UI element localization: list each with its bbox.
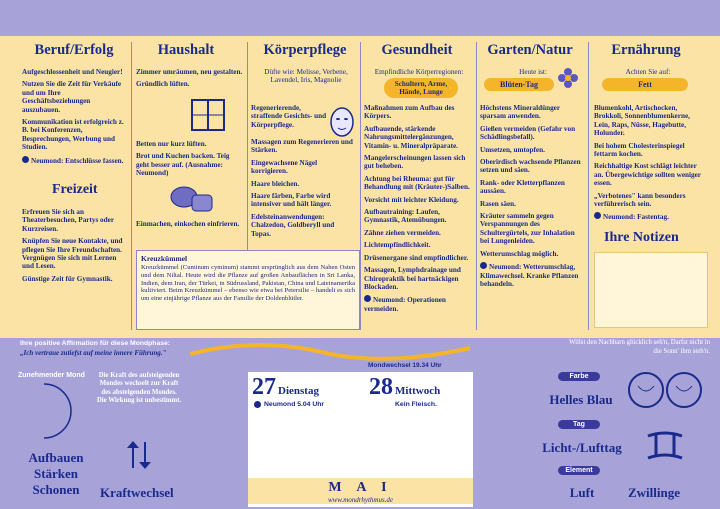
ernaehrung-text: Blumenkohl, Artischocken, Brokkoli, Sonnenblumenkerne, Lein, Raps, Nüsse, Hagebutte, Holunder. [594,104,690,138]
gemini-twins-icon [626,366,704,462]
ernaehrung-neumond-text: Neumond: Fastentag. [603,213,669,222]
neumond-dot-icon [364,295,371,302]
header-haushalt: Haushalt [157,42,215,58]
gesundheit-text: Achtung bei Rheuma: gut für Behandlung mit (Kräuter-)Salben. [364,174,470,192]
garten-column [480,104,584,292]
garten-neumond-text: Neumond: Wetterumschlag, Klimawechsel. Kranke Pflanzen behandeln. [480,263,579,288]
haushalt-column-2 [136,140,244,182]
notes-area[interactable] [594,252,708,328]
ernaehrung-text: Bei hohem Cholesterinspiegel fettarm kochen. [594,141,685,159]
aufbauen-label: Aufbauen [28,450,84,465]
koerper-column [251,104,331,133]
month-name: M A I [328,480,393,495]
gesundheit-text: Massagen, Lymphdrainage und Chiropraktik bei hartnäckigen Blockaden. [364,266,461,291]
mondwechsel-label: Mondwechsel 19.34 Uhr [368,362,442,369]
up-down-arrows-icon [124,440,154,470]
gesundheit-text: Mangelerscheinungen lassen sich gut beheben. [364,154,466,171]
gesundheit-text: Aufbautraining: Laufen, Gymnastik, Atemübungen. [364,208,447,225]
window-icon [190,98,226,132]
achten-pill: Fett [602,78,688,91]
gesundheit-text: Vorsicht mit leichter Kleidung. [364,195,459,204]
haushalt-text: Einmachen, einkochen einfrieren. [136,220,240,228]
divider [476,42,477,330]
kraft-text: Die Kraft des aufsteigenden Mondes wechselt zur Kraft des absteigenden Mondes. Die Wirkung ist unbestimmt. [96,372,182,405]
freizeit-text: Günstige Zeit für Gymnastik. [22,274,113,283]
freizeit-title: Freizeit [52,182,98,197]
gesundheit-text: Maßnahmen zum Aufbau des Körpers. [364,104,455,121]
bread-icon [168,183,216,215]
garten-text: Rank- oder Kletterpflanzen aussäen. [480,178,565,196]
neumond-dot-icon [594,212,601,219]
quote-text: Willst den Nachbarn glücklich seh'n, Darfst nicht in die Sonn' ihm steh'n. [568,339,710,355]
element-label: Element [558,466,600,475]
garten-text: Wetterumschlag möglich. [480,249,559,258]
haushalt-text: Betten nur kurz lüften. [136,140,207,148]
koerper-text: Regenerierende, straffende Gesichts- und Körperpflege. [251,104,327,129]
farbe-label: Farbe [558,372,600,381]
koerper-text: Haare bleichen. [251,179,300,188]
beruf-column [22,68,126,169]
ernaehrung-text: Reichhaltige Kost schlägt leichter an. Übergewichtige sollten weniger essen. [594,162,701,188]
tag-label: Tag [558,420,600,429]
ernaehrung-text: „Verbotenes" kann besonders verführerisch sein. [594,191,686,209]
header-beruf: Beruf/Erfolg [34,42,114,58]
day-name: Dienstag [278,385,319,397]
garten-neumond [480,262,584,288]
affirmation-text: „Ich vertraue zutiefst auf meine innere Führung." [20,349,167,357]
haushalt-text: Zimmer umräumen, neu gestalten. [136,68,243,76]
header-gesundheit: Gesundheit [381,42,453,58]
koerper-text: Massagen zum Regenerieren und Stärken. [251,138,353,155]
gesundheit-text: Drüsenorgane sind empfindlicher. [364,253,469,262]
neumond-dot-icon [254,401,261,408]
crescent-moon-icon [32,382,72,440]
beruf-neumond-text: Neumond: Entschlüsse fassen. [31,156,124,165]
beruf-text: Kommunikation ist erfolgreich z. B. bei Konferenzen, Besprechungen, Werbung und Studien. [22,118,124,152]
day-note: Neumond 5.04 Uhr [264,401,325,408]
haushalt-text: Brot und Kuchen backen. Teig geht besser auf. (Ausnahme: Neumond) [136,152,230,178]
kraftwechsel-label: Kraftwechsel [100,485,174,500]
moon-actions [20,450,92,498]
day-name: Mittwoch [395,385,441,397]
farbe-value: Helles Blau [549,392,613,407]
garten-text: Kräuter sammeln gegen Verspannungen des Schultergürtels, zur Inhalation bei Lungenleiden. [480,212,575,246]
ernaehrung-column [594,104,706,226]
day-number: 28 [369,374,393,400]
tag-value: Licht-/Lufttag [542,440,622,455]
divider [588,42,589,330]
freizeit-column [22,208,126,287]
heute-label: Heute ist: [519,68,547,76]
kreuzkuemmel-box [136,250,360,330]
divider [360,42,361,330]
freizeit-text: Erfreuen Sie sich an Theaterbesuchen, Partys oder Kurzreisen. [22,208,114,233]
gesundheit-text: Lichtempfindlichkeit. [364,241,431,250]
website-url[interactable]: www.mondrhythmus.de [327,496,394,504]
garten-text: Rasen säen. [480,199,516,208]
gesundheit-column [364,104,474,317]
zeichen-value: Zwillinge [628,485,681,500]
day-number: 27 [252,374,276,400]
garten-text: Oberirdisch wachsende Pflanzen setzen und säen. [480,158,581,175]
gesundheit-text: Aufbauende, stärkende Nahrungsmittelergänzungen, Vitamin- u. Mineralpräparate. [364,124,458,150]
haushalt-column [136,68,244,93]
kreuzkuemmel-text: Kreuzkümmel (Cuminum cyminum) stammt ursprünglich aus dem Nahen Osten und dem Niltal. Heute wird die Pflanze auf großen Anbauflächen in Sri Lanka, Indien, dem Iran, der Türkei, in Südrussland, Pakistan, China und Lateinamerika kultiviert. Beim Kreuzkümmel – ebenso wie etwa bei Petersilie – handelt es sich um eine einjährige Pflanze aus der Familie der Doldenblütler. [141,264,355,303]
day-note: Kein Fleisch. [395,401,437,408]
garten-text: Höchstens Mineraldünger sparsam anwenden. [480,104,560,121]
garten-text: Gießen vermeiden (Gefahr von Schädlingsbefall). [480,124,576,142]
header-koerperpflege: Körperpflege [263,42,347,58]
kreuzkuemmel-title: Kreuzkümmel [141,254,188,263]
affirmation-label: Ihre positive Affirmation für diese Mondphase: [20,340,171,347]
freizeit-text: Knüpfen Sie neue Kontakte, und pflegen Sie Ihre Freundschaften. Vergnügen Sie sich mit Lernen und Lesen. [22,237,123,271]
beruf-text: Nutzen Sie die Zeit für Verkäufe und um Ihre Geschäftsbeziehungen auszubauen. [22,80,122,114]
schonen-label: Schonen [32,482,80,497]
achten-label: Achten Sie auf: [625,68,671,76]
koerper-column-2 [251,138,355,242]
region-label: Empfindliche Körperregionen: [374,68,464,76]
beruf-text: Aufgeschlossenheit und Neugier! [22,68,123,76]
flower-icon [558,68,578,88]
divider [131,42,132,330]
koerper-text: Eingewachsene Nägel korrigieren. [251,158,318,176]
ernaehrung-neumond [594,212,706,221]
gesundheit-neumond-text: Neumond: Operationen vermeiden. [364,296,446,313]
element-value: Luft [569,485,595,500]
staerken-label: Stärken [33,466,79,481]
koerper-text: Haare färben, Farbe wird intensiver und hält länger. [251,192,332,209]
gesundheit-text: Zähne ziehen vermeiden. [364,228,441,237]
beruf-neumond [22,156,126,165]
header-garten: Garten/Natur [487,42,573,58]
haushalt-text: Gründlich lüften. [136,80,190,89]
neumond-dot-icon [22,156,29,163]
region-pill: Schultern, Arme, Hände, Lunge [384,78,458,98]
face-mask-icon [328,104,356,138]
haushalt-column-3 [136,220,244,232]
notizen-title: Ihre Notizen [604,230,679,245]
garten-text: Umsetzen, umtopfen. [480,145,545,154]
gesundheit-neumond [364,295,474,313]
koerper-text: Edelsteinanwendungen: Chalzedon, Goldberyll und Topas. [251,212,335,238]
duefte-text: Düfte wie: Melisse, Verbene, Lavendel, Iris, Magnolie [264,68,348,85]
header-ernaehrung: Ernährung [611,42,681,58]
heute-pill: Blüten-Tag [484,78,554,91]
moon-phase-label: Zunehmender Mond [18,372,85,379]
neumond-dot-icon [480,262,487,269]
